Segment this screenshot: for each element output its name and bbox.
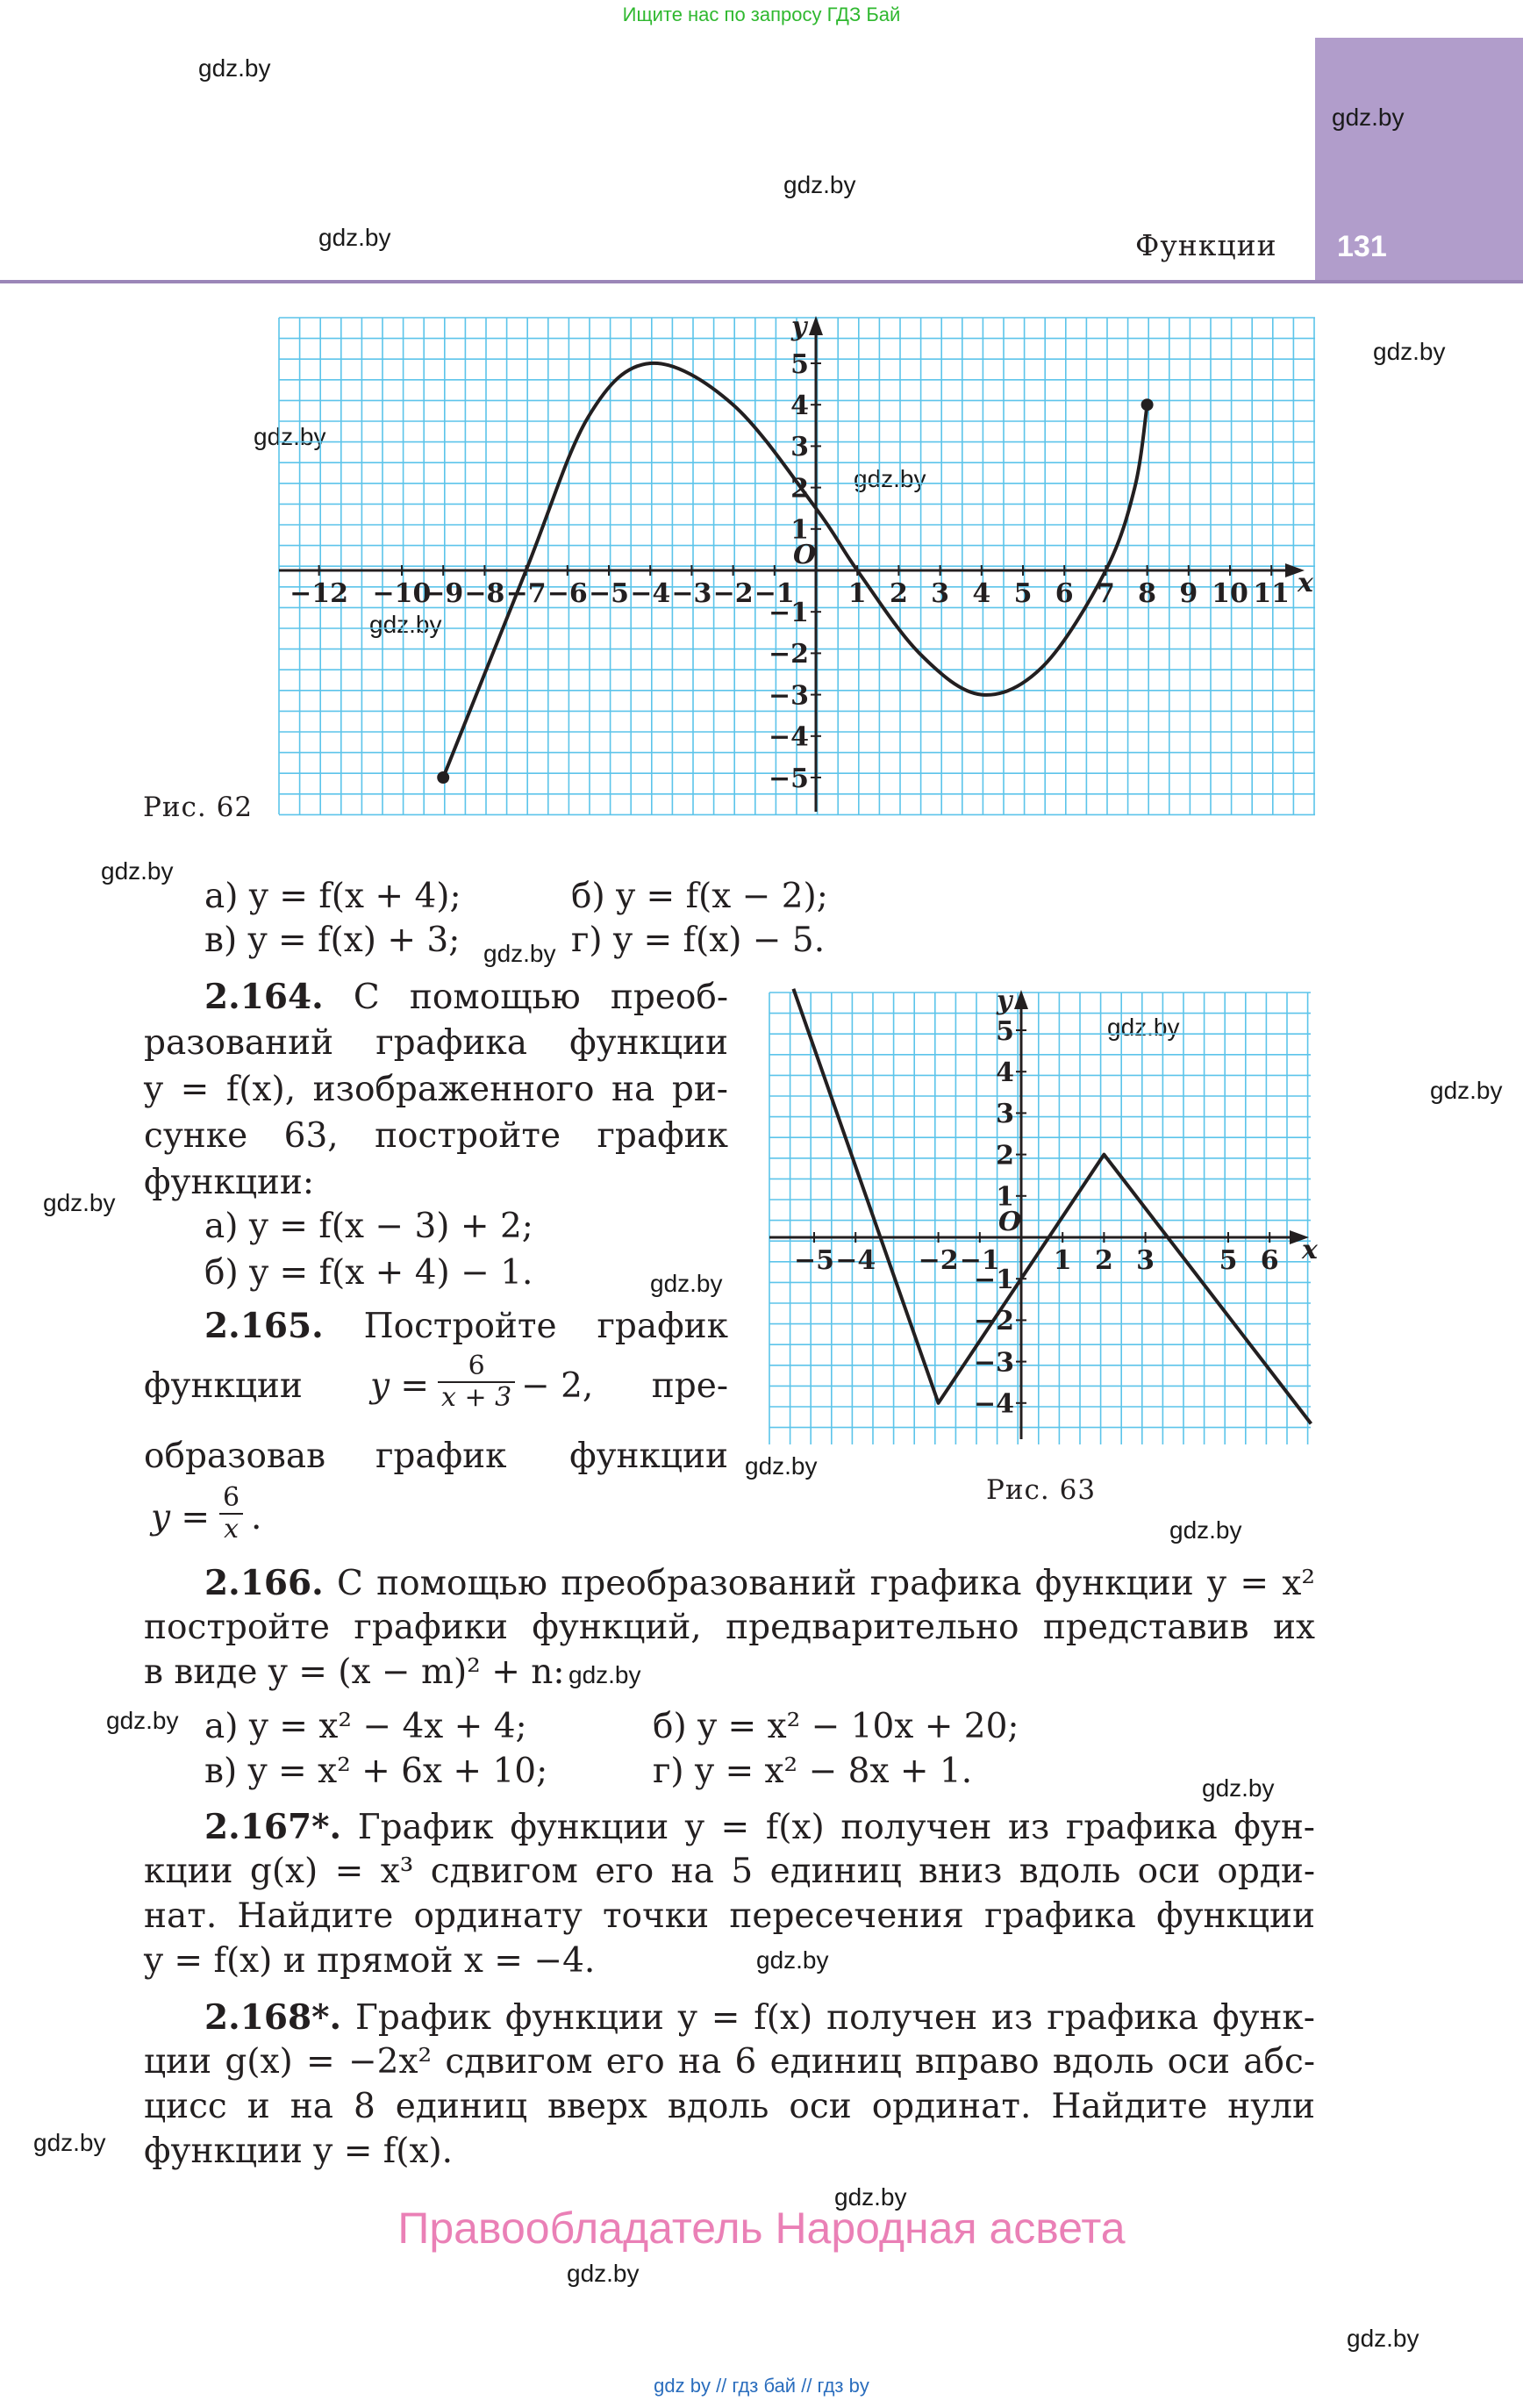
x-tick-label: −12 (290, 578, 349, 609)
watermark: gdz.by (568, 1661, 641, 1688)
watermark: gdz.by (854, 465, 926, 492)
ex164-option-a: а) y = f(x − 3) + 2; (204, 1207, 533, 1246)
ex165-fraction-den: x + 3 (441, 1382, 512, 1413)
watermark: gdz.by (1430, 1077, 1503, 1104)
ex163-option-g: г) y = f(x) − 5. (571, 921, 826, 960)
ex164-line-5: функции: (144, 1163, 315, 1202)
y-tick-label: −1 (973, 1265, 1014, 1295)
ex165-fraction-num: 6 (219, 1483, 243, 1515)
y-tick-label: 1 (996, 1181, 1014, 1213)
watermark: gdz.by (106, 1707, 179, 1734)
watermark: gdz.by (1202, 1774, 1275, 1802)
x-tick-label: 3 (931, 578, 950, 609)
ex168-number: 2.168*. (204, 1997, 342, 2038)
y-tick-label: 3 (790, 432, 809, 463)
x-tick-label: 1 (1053, 1245, 1072, 1276)
ex165-tail: − 2, (521, 1366, 594, 1406)
ex166-option-a: а) y = x² − 4x + 4; (204, 1707, 527, 1746)
y-axis-label: y (791, 312, 807, 342)
ex165-pre: пре- (651, 1366, 728, 1406)
ex168-line-3: цисс и на 8 единиц вверх вдоль оси ординат. Найдите нули (144, 2087, 1315, 2126)
ex167-line-1: График функции y = f(x) получен из графика фун- (357, 1808, 1315, 1847)
ex165-func-word: функции (144, 1366, 303, 1406)
x-tick-label: 5 (1013, 578, 1033, 609)
y-tick-label: −4 (768, 721, 809, 753)
ex165-word: образовав (144, 1437, 326, 1476)
watermark: gdz.by (756, 1946, 829, 1974)
ex163-option-v: в) y = f(x) + 3; (204, 921, 461, 960)
watermark: gdz.by (369, 611, 442, 638)
ex164-text: С помощью преоб- (353, 978, 728, 1017)
x-tick-label: −10 (372, 578, 432, 609)
section-title: Функции (1135, 228, 1277, 262)
y-tick-label: −1 (768, 598, 809, 628)
watermark: gdz.by (1107, 1014, 1180, 1041)
ex165-y-eq: y = (370, 1366, 430, 1406)
watermark: gdz.by (1373, 338, 1446, 365)
x-tick-label: 11 (1253, 578, 1291, 609)
ex168-line-2: ции g(x) = −2x² сдвигом его на 6 единиц вправо вдоль оси абс- (144, 2042, 1315, 2082)
x-tick-label: 5 (1219, 1245, 1238, 1276)
y-tick-label: 3 (996, 1099, 1014, 1130)
watermark: gdz.by (834, 2183, 907, 2211)
x-tick-label: −1 (754, 578, 795, 609)
ex167-line-4: y = f(x) и прямой x = −4. (144, 1941, 596, 1981)
ex168-line-4: функции y = f(x). (144, 2132, 454, 2171)
footer-links[interactable]: gdz by // гдз бай // гдз by (654, 2375, 869, 2397)
ex167-line-2: кции g(x) = x³ сдвигом его на 5 единиц вниз вдоль оси орди- (144, 1852, 1315, 1891)
x-tick-label: −6 (547, 578, 588, 609)
ex164-line-2: разований графика функции (144, 1023, 728, 1063)
ex165-number: 2.165. (204, 1306, 324, 1346)
watermark: gdz.by (483, 940, 556, 967)
x-tick-label: 7 (1096, 578, 1115, 609)
ex165-fraction-num: 6 (438, 1351, 515, 1383)
ex164-number: 2.164. (204, 977, 324, 1017)
ex165-word: функции (569, 1437, 728, 1476)
ex164-line-3: y = f(x), изображенного на ри- (144, 1070, 728, 1109)
y-tick-label: −2 (973, 1306, 1014, 1337)
ex166-option-b: б) y = x² − 10x + 20; (653, 1707, 1019, 1746)
x-tick-label: 1 (847, 578, 867, 609)
x-tick-label: −2 (918, 1245, 959, 1276)
y-tick-label: 4 (790, 391, 809, 421)
y-tick-label: −3 (768, 680, 809, 712)
y-tick-label: −5 (768, 763, 809, 794)
x-tick-label: −5 (793, 1245, 835, 1276)
y-tick-label: 2 (996, 1140, 1014, 1172)
x-tick-label: 6 (1260, 1245, 1279, 1276)
watermark: gdz.by (101, 857, 174, 885)
origin-label: O (998, 1207, 1022, 1237)
y-tick-label: 2 (790, 473, 809, 505)
watermark: gdz.by (1332, 104, 1405, 131)
x-tick-label: −4 (630, 578, 671, 609)
figure-62-caption: Рис. 62 (143, 792, 254, 823)
ex164-line-4: сунке 63, постройте график (144, 1116, 728, 1156)
x-axis-label: x (1302, 1235, 1318, 1265)
watermark: gdz.by (43, 1189, 116, 1216)
x-tick-label: 2 (1094, 1245, 1113, 1276)
x-axis-label: x (1298, 568, 1313, 598)
x-tick-label: 4 (972, 578, 991, 609)
x-tick-label: −3 (671, 578, 712, 609)
ex165-word: график (375, 1437, 507, 1476)
watermark: gdz.by (567, 2260, 640, 2287)
x-tick-label: −2 (712, 578, 754, 609)
x-tick-label: −4 (835, 1245, 876, 1276)
x-tick-label: −8 (464, 578, 505, 609)
ex167-number: 2.167*. (204, 1807, 342, 1847)
ex163-option-b: б) y = f(x − 2); (571, 877, 828, 916)
ex166-number: 2.166. (204, 1563, 324, 1603)
watermark: gdz.by (783, 171, 856, 198)
x-tick-label: −9 (423, 578, 464, 609)
x-tick-label: 9 (1179, 578, 1198, 609)
ex165-end: . (251, 1498, 262, 1537)
ex163-option-a: а) y = f(x + 4); (204, 877, 461, 916)
x-tick-label: −7 (505, 578, 547, 609)
ex166-option-v: в) y = x² + 6x + 10; (204, 1752, 548, 1791)
top-note: Ищите нас по запросу ГДЗ Бай (622, 4, 901, 25)
ex166-line-2: постройте графики функций, предварительно представив их (144, 1608, 1315, 1647)
y-tick-label: −2 (768, 639, 809, 670)
watermark: gdz.by (33, 2129, 106, 2156)
ex166-option-g: г) y = x² − 8x + 1. (653, 1752, 973, 1791)
x-tick-label: 6 (1055, 578, 1074, 609)
copyright-notice: Правообладатель Народная асвета (397, 2204, 1126, 2253)
y-axis-label: y (997, 985, 1012, 1016)
y-tick-label: −4 (973, 1388, 1014, 1420)
watermark: gdz.by (650, 1270, 723, 1297)
ex165-fraction-2 (219, 1483, 243, 1544)
watermark: gdz.by (254, 423, 326, 450)
ex167-line-3: нат. Найдите ординату точки пересечения графика функции (144, 1896, 1315, 1936)
y-tick-label: 5 (996, 1015, 1014, 1047)
x-tick-label: −1 (959, 1245, 1000, 1276)
ex165-fraction-den: x (224, 1514, 239, 1544)
y-tick-label: 1 (790, 514, 809, 546)
figure-63-caption: Рис. 63 (986, 1474, 1097, 1506)
x-tick-label: 3 (1136, 1245, 1155, 1276)
watermark: gdz.by (1347, 2325, 1419, 2352)
ex164-option-b: б) y = f(x + 4) − 1. (204, 1253, 533, 1293)
x-tick-label: 10 (1212, 578, 1248, 609)
ex165-line-1: Постройте график (363, 1307, 728, 1346)
ex165-y-eq: y = (151, 1498, 211, 1537)
ex168-line-1: График функции y = f(x) получен из графика функ- (355, 1998, 1315, 2038)
x-tick-label: 2 (889, 578, 908, 609)
watermark: gdz.by (318, 224, 391, 251)
ex165-line-4 (151, 1483, 326, 1553)
y-tick-label: −3 (973, 1347, 1014, 1379)
watermark: gdz.by (745, 1452, 818, 1480)
ex166-line-3: в виде y = (x − m)² + n: (144, 1652, 565, 1692)
x-tick-label: −5 (588, 578, 630, 609)
ex166-line-1: С помощью преобразований графика функции y = x² (337, 1564, 1315, 1603)
watermark: gdz.by (198, 54, 271, 82)
x-tick-label: 8 (1138, 578, 1157, 609)
page-number: 131 (1337, 230, 1387, 263)
watermark: gdz.by (1169, 1516, 1242, 1544)
y-tick-label: 5 (790, 348, 809, 380)
origin-label: O (793, 540, 817, 570)
y-tick-label: 4 (996, 1057, 1014, 1088)
